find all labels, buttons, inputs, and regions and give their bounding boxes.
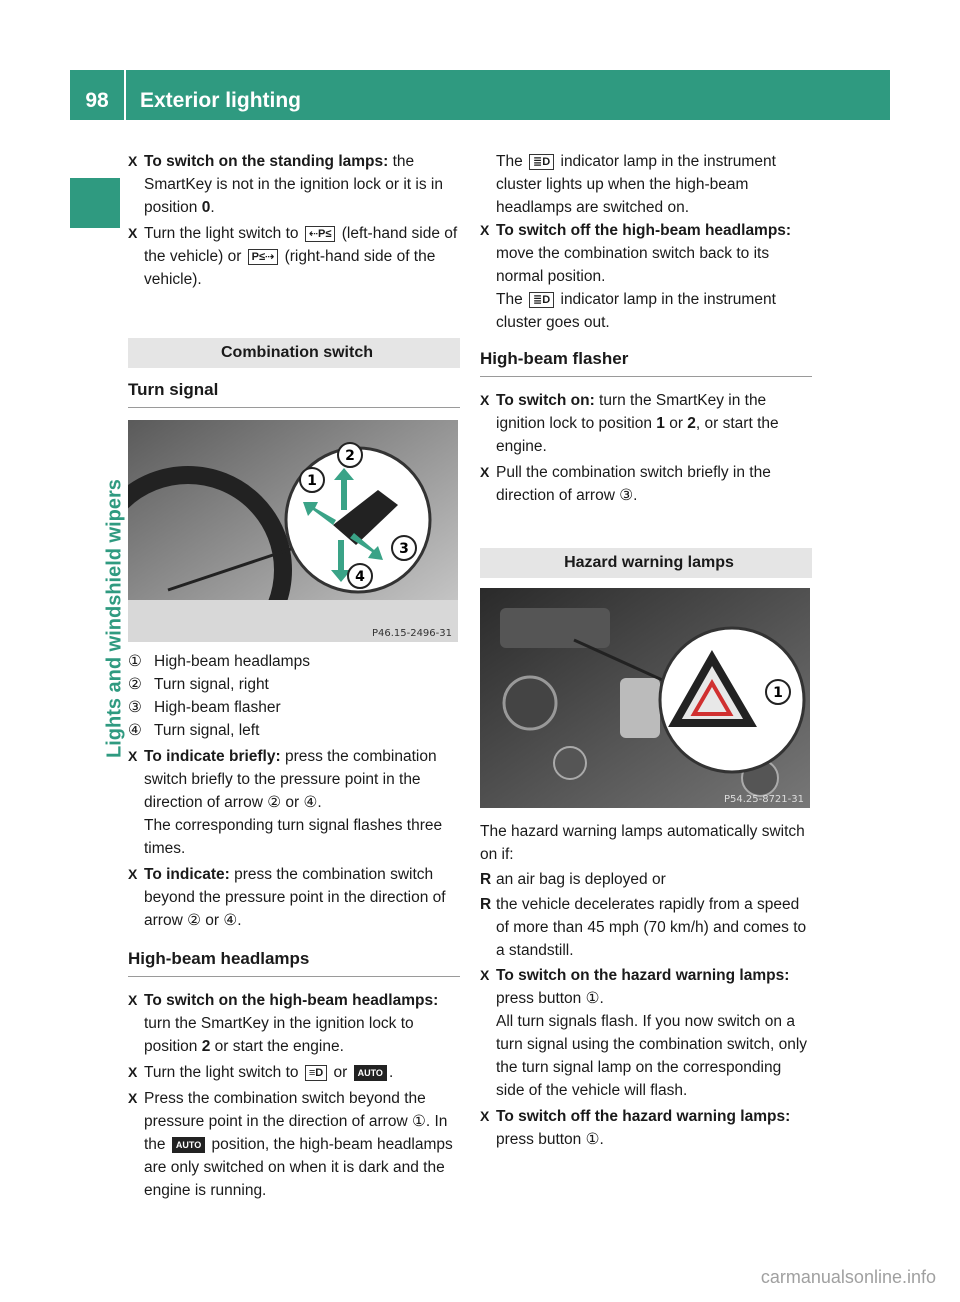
step-marker-icon: X xyxy=(128,866,138,882)
text: indicator lamp in the instrument cluster goes out. xyxy=(496,291,776,331)
step-end: . xyxy=(210,199,215,216)
hazard-bullet xyxy=(480,868,812,891)
step-text: press button xyxy=(496,990,586,1007)
legend-item xyxy=(128,673,460,696)
svg-text:1: 1 xyxy=(307,473,317,489)
step-bold: To indicate: xyxy=(144,866,230,883)
text: The xyxy=(496,291,528,308)
page-header xyxy=(70,70,890,120)
step-bold: To switch on: xyxy=(496,392,595,409)
step-end: or start the engine. xyxy=(210,1038,344,1055)
step-flasher-on xyxy=(480,389,812,458)
step-text: position, the high-beam headlamps are only switched on when it is dark and the engine is running. xyxy=(144,1136,453,1199)
step-text: press the combination switch beyond the pressure point in the direction of arrow xyxy=(144,866,446,929)
step-marker-icon: X xyxy=(128,225,138,241)
callout-number: ① xyxy=(585,1131,600,1148)
step-end: . xyxy=(599,990,604,1007)
legend-text: High-beam headlamps xyxy=(154,653,310,670)
step-end: . xyxy=(317,794,322,811)
subheading-turn-signal: Turn signal xyxy=(128,378,460,408)
combination-switch-illustration xyxy=(128,420,458,642)
step-text: press the combination switch briefly to the pressure point in the direction of arrow xyxy=(144,748,437,811)
step-result: The corresponding turn signal flashes three times. xyxy=(144,817,443,857)
legend-number: ③ xyxy=(128,699,142,716)
right-column xyxy=(480,150,812,1154)
step-marker-icon: X xyxy=(128,153,138,169)
callout-number: ② xyxy=(187,912,201,929)
legend-number: ① xyxy=(128,653,142,670)
step-text: or xyxy=(200,912,224,929)
legend-number: ② xyxy=(128,676,142,693)
high-beam-indicator-icon: ≣D xyxy=(529,292,554,308)
svg-text:1: 1 xyxy=(773,685,783,701)
step-high-beam-off xyxy=(480,219,812,334)
step-marker-icon: X xyxy=(480,222,490,238)
step-bold: To switch on the standing lamps: xyxy=(144,153,389,170)
auto-light-icon: AUTO xyxy=(172,1137,205,1153)
step-end: . xyxy=(237,912,242,929)
chapter-title: Exterior lighting xyxy=(140,89,302,112)
hazard-intro: The hazard warning lamps automatically switch on if: xyxy=(480,823,805,863)
step-text: Pull the combination switch briefly in the direction of arrow xyxy=(496,464,771,504)
step-marker-icon: X xyxy=(480,967,490,983)
callout-number: ① xyxy=(411,1113,426,1130)
step-marker-icon: X xyxy=(480,1108,490,1124)
step-marker-icon: X xyxy=(480,392,490,408)
subheading-high-beam: High-beam headlamps xyxy=(128,947,460,977)
page-number: 98 xyxy=(70,70,126,120)
step-hazard-on xyxy=(480,964,812,1102)
step-text: Turn the light switch to xyxy=(144,1064,303,1081)
callout-number: ④ xyxy=(223,912,238,929)
section-heading-combination: Combination switch xyxy=(128,338,460,368)
step-flasher-pull xyxy=(480,461,812,507)
step-text: or xyxy=(664,415,688,432)
step-standing-switch xyxy=(128,222,460,291)
auto-light-icon: AUTO xyxy=(354,1065,387,1081)
step-indicate-briefly xyxy=(128,745,460,860)
hazard-switch-figure xyxy=(480,588,810,808)
step-text: Turn the light switch to xyxy=(144,225,303,242)
bullet-text: the vehicle decelerates rapidly from a speed of more than 45 mph (70 km/h) and comes to a standstill. xyxy=(496,896,807,959)
callout-number: ④ xyxy=(303,794,318,811)
step-bold: To indicate briefly: xyxy=(144,748,281,765)
step-marker-icon: X xyxy=(128,1090,138,1106)
svg-text:3: 3 xyxy=(399,541,409,557)
legend-item xyxy=(128,650,460,673)
step-marker-icon: X xyxy=(128,748,138,764)
legend-text: High-beam flasher xyxy=(154,699,281,716)
low-beam-icon: ≡D xyxy=(305,1065,327,1081)
sidebar-tab-marker xyxy=(70,178,120,228)
section-heading-hazard: Hazard warning lamps xyxy=(480,548,812,578)
high-beam-indicator-icon: ≣D xyxy=(529,154,554,170)
subheading-flasher: High-beam flasher xyxy=(480,347,812,377)
step-text: move the combination switch back to its normal position. xyxy=(496,245,770,285)
callout-number: ① xyxy=(585,990,600,1007)
step-text: (right-hand side of the vehicle). xyxy=(144,248,436,288)
step-result: All turn signals flash. If you now switch on a turn signal using the combination switch, only the turn signal lamp on the corresponding side of the vehicle will flash. xyxy=(496,1013,808,1099)
svg-text:2: 2 xyxy=(345,448,355,464)
figure-code: P46.15-2496-31 xyxy=(371,628,452,639)
callout-number: ③ xyxy=(619,487,634,504)
step-marker-icon: X xyxy=(480,464,490,480)
combination-switch-figure xyxy=(128,420,458,642)
step-text: the SmartKey is not in the ignition lock or it is in position xyxy=(144,153,443,216)
legend-item xyxy=(128,696,460,719)
step-end: , or start the engine. xyxy=(496,415,779,455)
position-value: 2 xyxy=(201,1038,211,1055)
step-bold: To switch on the hazard warning lamps: xyxy=(496,967,790,984)
step-text: turn the SmartKey in the ignition lock to position xyxy=(144,1015,414,1055)
bullet-marker-icon: R xyxy=(480,871,492,888)
indicator-on-text xyxy=(480,150,812,219)
step-standing-on xyxy=(128,150,460,219)
step-bold: To switch off the hazard warning lamps: xyxy=(496,1108,791,1125)
step-text: (left-hand side of the vehicle) or xyxy=(144,225,458,265)
parking-lamp-right-icon: P≤⇢ xyxy=(248,249,279,265)
position-value: 2 xyxy=(687,415,696,432)
step-text: Press the combination switch beyond the pressure point in the direction of arrow xyxy=(144,1090,426,1130)
step-hazard-off xyxy=(480,1105,812,1151)
step-text: or xyxy=(329,1064,352,1081)
figure-code: P54.25-8721-31 xyxy=(723,794,804,805)
step-text: turn the SmartKey in the ignition lock to position xyxy=(496,392,767,432)
step-bold: To switch off the high-beam headlamps: xyxy=(496,222,792,239)
text: indicator lamp in the instrument cluster lights up when the high-beam headlamps are switched on. xyxy=(496,153,776,216)
step-marker-icon: X xyxy=(128,1064,138,1080)
step-end: . xyxy=(388,1064,394,1081)
legend-number: ④ xyxy=(128,722,142,739)
step-end: . xyxy=(633,487,638,504)
step-text: or xyxy=(281,794,304,811)
hazard-bullet xyxy=(480,893,812,962)
step-marker-icon: X xyxy=(128,992,138,1008)
legend-text: Turn signal, left xyxy=(154,722,260,739)
callout-number: ② xyxy=(267,794,282,811)
step-end: . xyxy=(599,1131,604,1148)
hazard-switch-illustration xyxy=(480,588,810,808)
step-text: . In the xyxy=(144,1113,448,1153)
svg-text:4: 4 xyxy=(355,569,365,585)
step-text: press button xyxy=(496,1131,586,1148)
text: The xyxy=(496,153,528,170)
step-indicate xyxy=(128,863,460,932)
sidebar-title-text: Lights and windshield wipers xyxy=(103,479,126,758)
footer-watermark-url: carmanualsonline.info xyxy=(760,1267,936,1287)
step-bold: To switch on the high-beam headlamps: xyxy=(144,992,439,1009)
parking-lamp-left-icon: ⇠P≤ xyxy=(305,226,336,242)
legend-text: Turn signal, right xyxy=(154,676,269,693)
step-high-beam-press xyxy=(128,1087,460,1202)
left-column xyxy=(128,150,460,1205)
position-value: 0 xyxy=(201,199,211,216)
legend-item xyxy=(128,719,460,742)
position-value: 1 xyxy=(656,415,665,432)
step-high-beam-switch xyxy=(128,1061,460,1084)
bullet-text: an air bag is deployed or xyxy=(496,871,666,888)
step-high-beam-on xyxy=(128,989,460,1058)
bullet-marker-icon: R xyxy=(480,896,492,913)
